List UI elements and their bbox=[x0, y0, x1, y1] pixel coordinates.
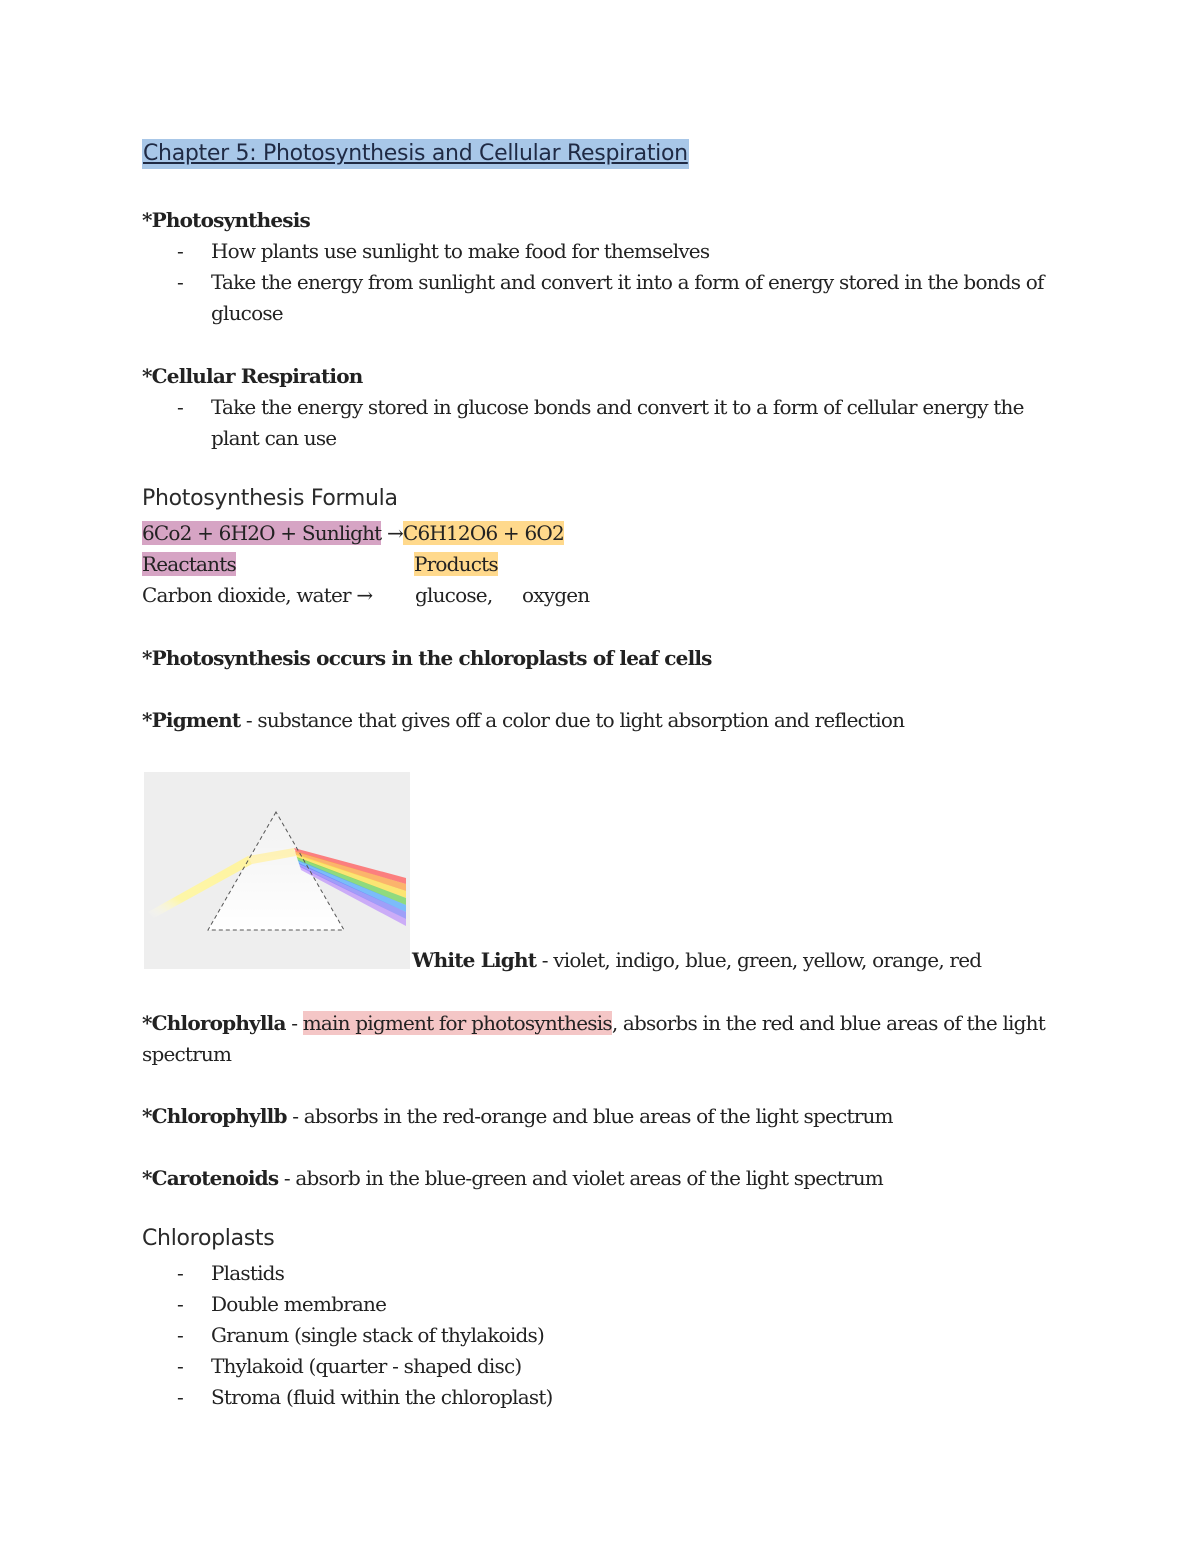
prism-image bbox=[144, 772, 410, 969]
chloroplast-list-item: Stroma (fluid within the chloroplast) bbox=[211, 1385, 553, 1409]
formula-word-glucose: glucose, bbox=[415, 583, 493, 607]
reactants-label: Reactants bbox=[142, 552, 236, 576]
formula-word-oxygen: oxygen bbox=[522, 583, 590, 607]
products-formula: C6H12O6 + 6O2 bbox=[402, 521, 564, 545]
formula-words-left: Carbon dioxide, water → bbox=[142, 583, 373, 607]
pigment-definition: *Pigment - substance that gives off a color due to light absorption and reflection bbox=[142, 708, 905, 732]
chloroplasts-heading: Chloroplasts bbox=[142, 1226, 275, 1251]
reaction-arrow: → bbox=[386, 521, 403, 545]
respiration-heading: *Cellular Respiration bbox=[142, 364, 363, 388]
formula-heading: Photosynthesis Formula bbox=[142, 486, 398, 511]
bullet-dash: - bbox=[177, 1354, 183, 1378]
respiration-bullet-line-1: Take the energy stored in glucose bonds and convert it to a form of cellular energy the bbox=[211, 395, 1024, 419]
bullet-dash: - bbox=[177, 270, 183, 294]
white-light-definition: White Light - violet, indigo, blue, green, yellow, orange, red bbox=[412, 948, 982, 972]
chloroplast-list-item: Granum (single stack of thylakoids) bbox=[211, 1323, 544, 1347]
bullet-dash: - bbox=[177, 1323, 183, 1347]
chlorophyll-b-definition: *Chlorophyllb - absorbs in the red-orange and blue areas of the light spectrum bbox=[142, 1104, 893, 1128]
chlorophyll-a-definition: *Chlorophylla - main pigment for photosynthesis, absorbs in the red and blue areas of the light bbox=[142, 1011, 1045, 1035]
page-title: Chapter 5: Photosynthesis and Cellular Respiration bbox=[142, 139, 689, 169]
bullet-dash: - bbox=[177, 239, 183, 263]
chloroplast-list-item: Plastids bbox=[211, 1261, 285, 1285]
bullet-dash: - bbox=[177, 1385, 183, 1409]
chlorophyll-a-line-2: spectrum bbox=[142, 1042, 232, 1066]
bullet-dash: - bbox=[177, 1261, 183, 1285]
photosynthesis-bullet-2-line-2: glucose bbox=[211, 301, 283, 325]
bullet-dash: - bbox=[177, 395, 183, 419]
respiration-bullet-line-2: plant can use bbox=[211, 426, 337, 450]
photosynthesis-bullet-2-line-1: Take the energy from sunlight and convert it into a form of energy stored in the bonds of bbox=[211, 270, 1044, 294]
reactants-formula: 6Co2 + 6H2O + Sunlight bbox=[142, 521, 382, 545]
photosynthesis-heading: *Photosynthesis bbox=[142, 208, 311, 232]
bullet-dash: - bbox=[177, 1292, 183, 1316]
photosynthesis-bullet-1: How plants use sunlight to make food for themselves bbox=[211, 239, 710, 263]
carotenoids-definition: *Carotenoids - absorb in the blue-green and violet areas of the light spectrum bbox=[142, 1166, 883, 1190]
products-label: Products bbox=[414, 552, 498, 576]
chloroplast-note: *Photosynthesis occurs in the chloroplasts of leaf cells bbox=[142, 646, 712, 670]
chlorophyll-a-highlight: main pigment for photosynthesis bbox=[302, 1011, 612, 1035]
chloroplast-list-item: Thylakoid (quarter - shaped disc) bbox=[211, 1354, 522, 1378]
chloroplast-list-item: Double membrane bbox=[211, 1292, 387, 1316]
formula-equation bbox=[142, 518, 564, 549]
